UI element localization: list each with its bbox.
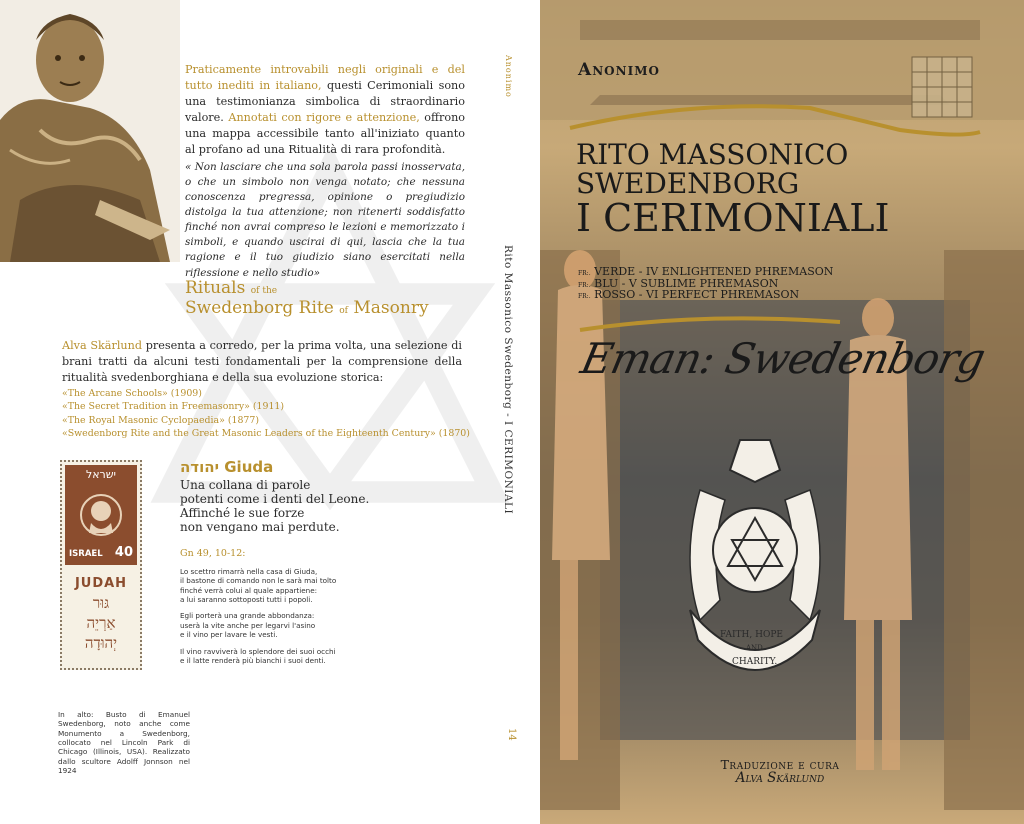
emblem-motto-3: CHARITY. — [732, 657, 778, 667]
verse-line: Il vino ravviverà lo splendore dei suoi occhi — [180, 646, 336, 656]
rituals-heading — [185, 278, 485, 319]
stamp-value: 40 — [114, 545, 133, 560]
reference-item: «The Royal Masonic Cyclopaedia» (1877) — [62, 414, 260, 426]
ritual-quote: « Non lasciare che una sola parola passi inosservata, o che un simbolo non venga notato; che nessuna conoscenza pregressa, opinione o pregiudizio distolga la tua attenzione; non ritenerti soddisfatto finché non avrai compreso le lezioni e memorizzato i simboli, e quando uscirai di qui, lascia che la tua ragione e il tuo giudizio siano esercitati nella riflessione e nello studio» — [185, 161, 465, 279]
degree-text: ROSSO - VI PERFECT PHREMASON — [594, 288, 800, 302]
degree-prefix: FR:. — [578, 293, 591, 301]
stamp-image-area — [65, 465, 137, 565]
verse-line: Lo scettro rimarrà nella casa di Giuda, — [180, 567, 318, 576]
translation-credit — [680, 758, 880, 785]
cover-title — [576, 140, 996, 239]
emblem-motto-1: FAITH, HOPE — [720, 630, 783, 640]
rituals-word-4: of — [339, 306, 348, 317]
verse-line: e il latte renderà più bianchi i suoi denti. — [180, 655, 326, 665]
translator-name: Alva Skärlund — [62, 339, 142, 352]
stamp-hebrew-3: יְהוּדָה — [84, 634, 118, 652]
page-number: 14 — [506, 728, 517, 741]
poem-line: non vengano mai perdute. — [180, 520, 340, 535]
poem-line: Una collana di parole — [180, 478, 311, 492]
poem-line: potenti come i denti del Leone. — [180, 492, 370, 507]
rituals-word-2: of the — [250, 286, 278, 296]
degree-prefix: FR:. — [578, 270, 591, 277]
presentation-text: presenta a corredo, per la prima volta, una selezione di brani tratti da alcuni testi fondamentali per la comprensione della ritualità svedenborghiana e della sua evoluzione storica: — [62, 339, 462, 384]
degree-text: VERDE - IV ENLIGHTENED PHREMASON — [594, 265, 834, 278]
temple-painting-background — [540, 0, 1024, 824]
verse-stanza — [180, 611, 420, 639]
verse-line: a lui saranno sottoposti tutti i popoli. — [180, 595, 313, 605]
cover-title-line-2: SWEDENBORG — [576, 167, 800, 201]
stamp-hebrew-2: אַרְיֵה — [86, 614, 116, 632]
rituals-word-5: Masonry — [353, 298, 429, 319]
stamp-judah-label: JUDAH — [74, 576, 128, 591]
verse-line: userà la vite anche per legarvi l'asino — [180, 620, 316, 630]
reference-item: «The Arcane Schools» (1909) — [62, 388, 202, 399]
giuda-name: Giuda — [224, 458, 274, 476]
intro-highlight-2: Annotati con rigore e attenzione, — [228, 110, 420, 124]
genesis-verses — [180, 567, 420, 672]
rituals-word-1: Rituals — [185, 278, 246, 298]
verse-line: finché verrà colui al quale appartiene: — [180, 585, 318, 595]
tiles-icon — [912, 57, 972, 117]
intro-text-2: offrono una mappa accessibile tanto all'iniziato quanto al profano ad una Ritualità di rara profondità. — [185, 110, 466, 156]
verse-line: Egli porterà una grande abbondanza: — [180, 611, 315, 621]
cover-title-line-3: I CERIMONIALI — [576, 195, 890, 240]
spine-title: Rito Massonico Swedenborg - I CERIMONIALI — [502, 245, 514, 515]
degree-prefix: FR:. — [578, 281, 591, 289]
verse-stanza — [180, 647, 420, 666]
presentation-paragraph — [62, 338, 462, 386]
degrees-list — [578, 266, 833, 301]
reference-item: «The Secret Tradition in Freemasonry» (1911) — [62, 401, 285, 413]
stamp-hebrew-country: ישראל — [85, 468, 117, 481]
giuda-hebrew: יהודה — [180, 458, 219, 476]
israel-postage-stamp — [60, 460, 142, 670]
stamp-hebrew-1: גּוּר — [92, 594, 110, 612]
emblem-motto-2: AND — [746, 644, 763, 652]
intro-highlight-1: Praticamente introvabili negli originali e del tutto inediti in italiano, — [185, 63, 465, 92]
stamp-country: ISRAEL — [69, 549, 103, 559]
photo-caption: In alto: Busto di Emanuel Swedenborg, noto anche come Monumento a Swedenborg, collocato nel Lincoln Park di Chicago (Illinois, USA). Realizzato dallo scultore Adolff Jonnson nel 1924 — [58, 710, 190, 775]
verse-line: e il vino per lavare le vesti. — [180, 630, 278, 640]
giuda-heading — [180, 458, 273, 476]
genesis-reference: Gn 49, 10-12: — [180, 548, 246, 559]
translation-label: Traduzione e cura — [720, 757, 840, 772]
poem-line: Affinché le sue forze — [180, 506, 305, 521]
cover-title-line-1: RITO MASSONICO — [576, 138, 849, 171]
reference-item: «Swedenborg Rite and the Great Masonic Leaders of the Eighteenth Century» (1870) — [62, 428, 470, 440]
swedenborg-signature: Eman: Swedenborg — [576, 334, 989, 383]
verse-line: il bastone di comando non le sarà mai tolto — [180, 576, 337, 586]
giuda-poem — [180, 478, 420, 535]
swedenborg-bust-image — [0, 0, 180, 262]
cover-author: Anonimo — [578, 60, 660, 80]
degree-item — [578, 289, 833, 301]
translator-credit-name: Alva Skärlund — [735, 770, 825, 787]
verse-stanza — [180, 567, 420, 604]
intro-paragraph — [185, 62, 465, 157]
rituals-word-3: Swedenborg Rite — [185, 298, 334, 319]
front-cover — [540, 0, 1024, 824]
references-list — [62, 387, 482, 440]
intro-text-1: questi Cerimoniali sono una testimonianza simbolica di straordinario valore. — [185, 78, 465, 124]
degree-text: BLU - V SUBLIME PHREMASON — [594, 276, 779, 290]
spine-author: Anonimo — [504, 55, 513, 98]
